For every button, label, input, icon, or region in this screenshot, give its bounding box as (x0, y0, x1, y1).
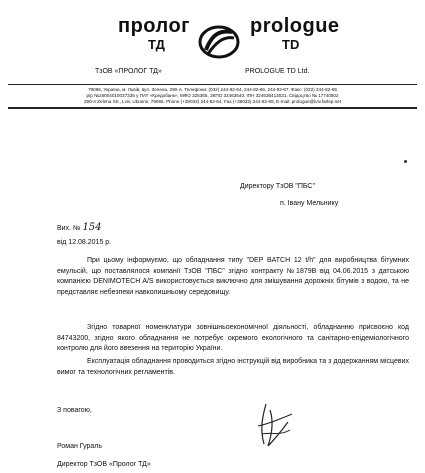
brand-name-en: prologue (250, 15, 340, 37)
contacts-ua-line: 79066, Україна, м. Львів, вул. Зелена, 290-А. Телефони: (032) 244-82-64, 244-82-66, 244-82-67. Факс: (032) 244-82-65 (88, 87, 337, 92)
outgoing-number-label: Вих. № (57, 225, 81, 232)
body-paragraph-2: Згідно товарної номенклатури зовнішньоекономічної діяльності, обладнанню присвоєно код 84743200, згідно якого обладнання не потребує окремого екологічного та санітарно-епідеміологічного контролю для його ввезення на територію України. (57, 324, 409, 353)
company-name-ua: ТзОВ «ПРОЛОГ ТД» (95, 68, 162, 75)
header-divider-top (8, 84, 417, 85)
outgoing-date: від 12.08.2015 р. (57, 239, 112, 246)
brand-sub-en: TD (282, 37, 300, 52)
body-paragraph-1: При цьому інформуємо, що обладнання типу "DEP BATCH 12 t/h" для виробництва бітумних емульсій, що поставлялося компанії ТзОВ "ПБС" згідно контракту №1879В від 04.06.2015 з датською компанією DENIMOTECH A/S використовується виключно для змішування дорожніх бітумів з водою, та не представляє небезпеки навколишньому середовищу. (57, 257, 409, 296)
body-paragraph-3: Експлуатація обладнання проводиться згідно інструкцій від виробника та з додержанням місцевих вимог та технологічних регламентів. (57, 358, 409, 376)
contacts-en-line: 290-A Zelena Str., Lviv, Ukraine, 79066. Phone (+38032) 244-82-64, Fax (+38032) 244-82-65, E-mail: prologue@lviv.farlep.net (83, 99, 342, 104)
header-divider-bottom (8, 107, 417, 109)
bank-details-line: р/р №26004010037335 у ПАТ «Кредобанк», МФО 325365, ЗКПО 32463640, ІПН 324636413031, Свідоцтво № 17740502 (86, 93, 339, 98)
signer-position: Директор ТзОВ «Пролог ТД» (57, 461, 151, 468)
contact-details (10, 87, 415, 105)
prologue-logo-icon (198, 24, 240, 60)
outgoing-number-value: 154 (82, 222, 102, 233)
signature-icon (248, 400, 298, 450)
closing-regards: З повагою, (57, 407, 92, 414)
scan-dot (404, 160, 407, 163)
signer-name: Роман Гураль (57, 443, 103, 450)
recipient-company: Директору ТзОВ "ПБС" (240, 183, 315, 190)
outgoing-number (57, 222, 102, 233)
recipient-person: п. Івану Мельнику (280, 200, 339, 207)
brand-name-ua: пролог (118, 15, 191, 37)
brand-sub-ua: ТД (148, 37, 165, 52)
company-name-en: PROLOGUE TD Ltd. (245, 68, 310, 75)
